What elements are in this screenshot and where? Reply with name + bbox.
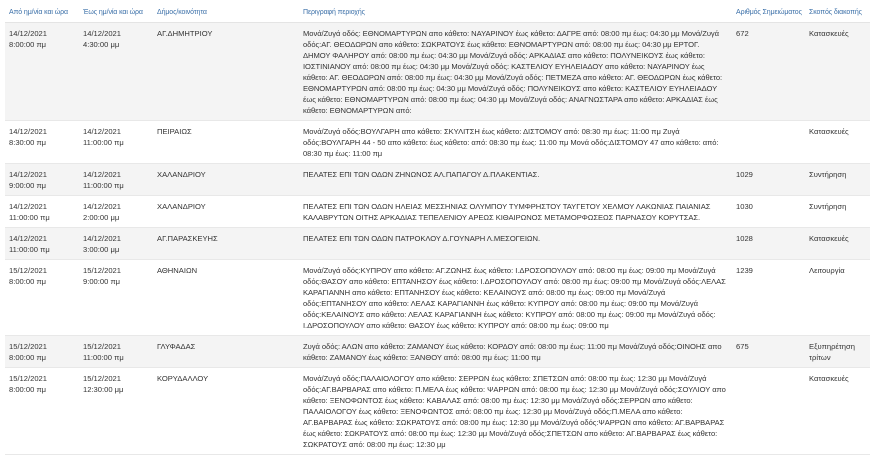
from-time: 11:00:00 πμ	[9, 245, 50, 254]
to-date: 14/12/2021	[83, 202, 122, 211]
cell-purpose: Κατασκευές	[805, 228, 870, 260]
cell-municipality: ΑΓ.ΠΑΡΑΣΚΕΥΗΣ	[153, 228, 299, 260]
from-date: 15/12/2021	[9, 266, 48, 275]
cell-from	[5, 228, 79, 260]
table-row	[5, 164, 870, 196]
column-header-note-number[interactable]: Αριθμός Σημειώματος	[732, 4, 805, 23]
from-time: 8:30:00 πμ	[9, 138, 47, 147]
cell-municipality: ΧΑΛΑΝΔΡΙΟΥ	[153, 164, 299, 196]
column-header-description[interactable]: Περιγραφή περιοχής	[299, 4, 732, 23]
cell-to	[79, 121, 153, 164]
cell-to	[79, 336, 153, 368]
column-header-to[interactable]: Έως ημ/νία και ώρα	[79, 4, 153, 23]
cell-note-number: 1239	[732, 260, 805, 336]
to-date: 15/12/2021	[83, 266, 122, 275]
cell-municipality: ΚΟΡΥΔΑΛΛΟΥ	[153, 368, 299, 455]
header-row	[5, 4, 870, 23]
cell-note-number	[732, 121, 805, 164]
table-row	[5, 228, 870, 260]
to-date: 15/12/2021	[83, 342, 122, 351]
cell-description: Μονά/Ζυγά οδός: ΕΘΝΟΜΑΡΤΥΡΩΝ απο κάθετο: ΝΑΥΑΡΙΝΟΥ έως κάθετο: ΔΑΓΡΕ από: 08:00 πμ έως: 04:30 μμ Μονά/Ζυγά οδός:ΑΓ. ΘΕΟΔΩΡΩΝ απο κάθετο: ΣΩΚΡΑΤΟΥΣ έως κάθετο: ΕΘΝΟΜΑΡΤΥΡΩΝ από: 08:00 πμ έως: 04:30 μμ ΕΡΤΟΓ. ΔΗΜΟΥ ΦΑΛΗΡΟΥ από: 08:00 πμ έως: 04:30 μμ Μονά/Ζυγά οδός: ΑΡΚΑΔΙΑΣ απο κάθετο: ΠΟΛΥΝΕΙΚΟΥΣ έως κάθετο: ΙΟΣΤΙΝΙΑΝΟΥ από: 08:00 πμ έως: 04:30 μμ Μονά/Ζυγά οδός: ΚΑΣΤΕΛΙΟΥ ΕΥΗΛΕΙΑΔΟΥ απο κάθετο: ΝΑΥΑΡΙΝΟΥ έως κάθετο: ΑΓ. ΘΕΟΔΩΡΩΝ από: 08:00 πμ έως: 04:30 μμ Μονά/Ζυγά οδός: ΠΕΤΜΕΖΑ απο κάθετο: ΑΓ. ΘΕΟΔΩΡΩΝ έως κάθετο: ΕΘΝΟΜΑΡΤΥΡΩΝ από: 08:00 πμ έως: 04:30 μμ Μονά/Ζυγά οδός: ΠΟΛΥΝΕΙΚΟΥΣ απο κάθετο: ΚΑΣΤΕΛΙΟΥ ΕΥΗΛΕΙΑΔΟΥ έως κάθετο: ΕΘΝΟΜΑΡΤΥΡΩΝ από: 08:00 πμ έως: 04:30 μμ Μονά/Ζυγά οδός: ΑΝΑΓΝΩΣΤΑΡΑ απο κάθετο: ΑΡΚΑΔΙΑΣ έως κάθετο: ΕΘΝΟΜΑΡΤΥΡΩΝ από:	[299, 23, 732, 121]
cell-description: ΠΕΛΑΤΕΣ ΕΠΙ ΤΩΝ ΟΔΩΝ ΠΑΤΡΟΚΛΟΥ Δ.ΓΟΥΝΑΡΗ Λ.ΜΕΣΟΓΕΙΩΝ.	[299, 228, 732, 260]
cell-purpose: Κατασκευές	[805, 23, 870, 121]
from-time: 8:00:00 πμ	[9, 385, 47, 394]
from-time: 8:00:00 πμ	[9, 277, 47, 286]
to-date: 15/12/2021	[83, 374, 122, 383]
cell-note-number: 1028	[732, 228, 805, 260]
table-row	[5, 336, 870, 368]
cell-to	[79, 164, 153, 196]
to-time: 11:00:00 πμ	[83, 181, 124, 190]
to-time: 9:00:00 πμ	[83, 277, 121, 286]
outage-table	[5, 4, 870, 455]
cell-municipality: ΓΛΥΦΑΔΑΣ	[153, 336, 299, 368]
cell-purpose: Κατασκευές	[805, 368, 870, 455]
cell-note-number: 1030	[732, 196, 805, 228]
to-time: 2:00:00 μμ	[83, 213, 120, 222]
to-time: 3:00:00 μμ	[83, 245, 120, 254]
cell-note-number: 675	[732, 336, 805, 368]
cell-from	[5, 196, 79, 228]
cell-note-number: 672	[732, 23, 805, 121]
cell-note-number	[732, 368, 805, 455]
to-date: 14/12/2021	[83, 234, 122, 243]
table-row	[5, 368, 870, 455]
cell-to	[79, 196, 153, 228]
to-time: 11:00:00 πμ	[83, 353, 124, 362]
cell-to	[79, 260, 153, 336]
cell-note-number: 1029	[732, 164, 805, 196]
cell-description: Μονά/Ζυγά οδός:ΒΟΥΛΓΑΡΗ απο κάθετο: ΣΚΥΛΙΤΣΗ έως κάθετο: ΔΙΣΤΟΜΟΥ από: 08:30 πμ έως: 11:00 πμ Ζυγά οδός:ΒΟΥΛΓΑΡΗ 44 - 50 απο κάθετο: έως κάθετο: από: 08:30 πμ έως: 11:00 πμ Μονά οδός:ΔΙΣΤΟΜΟΥ 47 απο κάθετο: από: 08:30 πμ έως: 11:00 πμ	[299, 121, 732, 164]
from-date: 14/12/2021	[9, 202, 48, 211]
cell-from	[5, 368, 79, 455]
table-row	[5, 260, 870, 336]
column-header-municipality[interactable]: Δήμος/κοινότητα	[153, 4, 299, 23]
from-time: 11:00:00 πμ	[9, 213, 50, 222]
table-body	[5, 23, 870, 455]
cell-purpose: Συντήρηση	[805, 196, 870, 228]
table-row	[5, 121, 870, 164]
cell-from	[5, 121, 79, 164]
cell-from	[5, 164, 79, 196]
from-date: 15/12/2021	[9, 342, 48, 351]
from-time: 9:00:00 πμ	[9, 181, 47, 190]
cell-from	[5, 23, 79, 121]
from-time: 8:00:00 πμ	[9, 353, 47, 362]
cell-municipality: ΑΓ.ΔΗΜΗΤΡΙΟΥ	[153, 23, 299, 121]
cell-to	[79, 23, 153, 121]
cell-purpose: Λειτουργία	[805, 260, 870, 336]
cell-purpose: Κατασκευές	[805, 121, 870, 164]
to-date: 14/12/2021	[83, 29, 122, 38]
column-header-from[interactable]: Από ημ/νία και ώρα	[5, 4, 79, 23]
cell-from	[5, 260, 79, 336]
from-date: 14/12/2021	[9, 29, 48, 38]
to-time: 11:00:00 πμ	[83, 138, 124, 147]
from-date: 14/12/2021	[9, 170, 48, 179]
cell-to	[79, 368, 153, 455]
cell-purpose: Εξυπηρέτηση τρίτων	[805, 336, 870, 368]
to-date: 14/12/2021	[83, 127, 122, 136]
cell-municipality: ΧΑΛΑΝΔΡΙΟΥ	[153, 196, 299, 228]
cell-description: Μονά/Ζυγά οδός:ΚΥΠΡΟΥ απο κάθετο: ΑΓ.ΖΩΝΗΣ έως κάθετο: Ι.ΔΡΟΣΟΠΟΥΛΟΥ από: 08:00 πμ έως: 09:00 πμ Μονά/Ζυγά οδός:ΘΑΣΟΥ απο κάθετο: ΕΠΤΑΝΗΣΟΥ έως κάθετο: Ι.ΔΡΟΣΟΠΟΥΛΟΥ από: 08:00 πμ έως: 09:00 πμ Μονά/Ζυγά οδός:ΛΕΛΑΣ ΚΑΡΑΓΙΑΝΝΗ απο κάθετο: ΕΠΤΑΝΗΣΟΥ έως κάθετο: ΚΕΛΑΙΝΟΥΣ από: 08:00 πμ έως: 09:00 πμ Μονά/Ζυγά οδός:ΕΠΤΑΝΗΣΟΥ απο κάθετο: ΛΕΛΑΣ ΚΑΡΑΓΙΑΝΝΗ έως κάθετο: ΚΥΠΡΟΥ από: 08:00 πμ έως: 09:00 πμ Μονά/Ζυγά οδός:ΚΕΛΑΙΝΟΥΣ απο κάθετο: ΛΕΛΑΣ ΚΑΡΑΓΙΑΝΝΗ έως κάθετο: ΚΥΠΡΟΥ από: 08:00 πμ έως: 09:00 πμ Μονά/Ζυγά οδός: Ι.ΔΡΟΣΟΠΟΥΛΟΥ απο κάθετο: ΘΑΣΟΥ έως κάθετο: ΚΥΠΡΟΥ από: 08:00 πμ έως: 09:00 πμ	[299, 260, 732, 336]
table-row	[5, 196, 870, 228]
to-time: 4:30:00 μμ	[83, 40, 120, 49]
from-date: 14/12/2021	[9, 234, 48, 243]
cell-municipality: ΑΘΗΝΑΙΩΝ	[153, 260, 299, 336]
table-header	[5, 4, 870, 23]
from-date: 15/12/2021	[9, 374, 48, 383]
cell-to	[79, 228, 153, 260]
from-time: 8:00:00 πμ	[9, 40, 47, 49]
cell-municipality: ΠΕΙΡΑΙΩΣ	[153, 121, 299, 164]
to-time: 12:30:00 μμ	[83, 385, 124, 394]
cell-description: ΠΕΛΑΤΕΣ ΕΠΙ ΤΩΝ ΟΔΩΝ ΖΗΝΩΝΟΣ ΑΛ.ΠΑΠΑΓΟΥ Δ.ΠΛΑΚΕΝΤΙΑΣ.	[299, 164, 732, 196]
cell-purpose: Συντήρηση	[805, 164, 870, 196]
table-row	[5, 23, 870, 121]
cell-description: ΠΕΛΑΤΕΣ ΕΠΙ ΤΩΝ ΟΔΩΝ ΗΛΕΙΑΣ ΜΕΣΣΗΝΙΑΣ ΟΛΥΜΠΟΥ ΤΥΜΦΡΗΣΤΟΥ ΤΑΥΓΕΤΟΥ ΧΕΛΜΟΥ ΛΑΚΩΝΙΑΣ ΠΑΙΑΝΙΑΣ ΚΑΛΑΒΡΥΤΩΝ ΟΙΤΗΣ ΑΡΚΑΔΙΑΣ ΤΕΠΕΛΕΝΙΟΥ ΑΡΕΩΣ ΚΙΘΑΙΡΩΝΟΣ ΜΕΤΑΜΟΡΦΩΣΕΩΣ ΠΑΡΝΑΣΟΥ ΚΟΡΥΤΣΑΣ.	[299, 196, 732, 228]
cell-from	[5, 336, 79, 368]
cell-description: Μονά/Ζυγά οδός:ΠΑΛΑΙΟΛΟΓΟΥ απο κάθετο: ΣΕΡΡΩΝ έως κάθετο: ΣΠΕΤΣΩΝ από: 08:00 πμ έως: 12:30 μμ Μονά/Ζυγά οδός:ΑΓ.ΒΑΡΒΑΡΑΣ απο κάθετο: Π.ΜΕΛΑ έως κάθετο: ΨΑΡΡΩΝ από: 08:00 πμ έως: 12:30 μμ Μονά/Ζυγά οδός:ΣΟΥΛΙΟΥ απο κάθετο: ΞΕΝΟΦΩΝΤΟΣ έως κάθετο: ΚΑΒΑΛΑΣ από: 08:00 πμ έως: 12:30 μμ Μονά/Ζυγά οδός:ΣΕΡΡΩΝ απο κάθετο: ΠΑΛΑΙΟΛΟΓΟΥ έως κάθετο: ΞΕΝΟΦΩΝΤΟΣ από: 08:00 πμ έως: 12:30 μμ Μονά/Ζυγά οδός:Π.ΜΕΛΑ απο κάθετο: ΑΓ.ΒΑΡΒΑΡΑΣ έως κάθετο: ΣΩΚΡΑΤΟΥΣ από: 08:00 πμ έως: 12:30 μμ Μονά/Ζυγά οδός:ΨΑΡΡΩΝ απο κάθετο: ΑΓ.ΒΑΡΒΑΡΑΣ έως κάθετο: ΣΩΚΡΑΤΟΥΣ από: 08:00 πμ έως: 12:30 μμ Μονά/Ζυγά οδός:ΣΠΕΤΣΩΝ απο κάθετο: ΑΓ.ΒΑΡΒΑΡΑΣ έως κάθετο: ΣΩΚΡΑΤΟΥΣ από: 08:00 πμ έως: 12:30 μμ	[299, 368, 732, 455]
cell-description: Ζυγά οδός: ΑΛΩΝ απο κάθετο: ΖΑΜΑΝΟΥ έως κάθετο: ΚΟΡΔΟΥ από: 08:00 πμ έως: 11:00 πμ Μονά/Ζυγά οδός:ΟΙΝΟΗΣ απο κάθετο: ΖΑΜΑΝΟΥ έως κάθετο: ΞΑΝΘΟΥ από: 08:00 πμ έως: 11:00 πμ	[299, 336, 732, 368]
column-header-purpose[interactable]: Σκοπός διακοπής	[805, 4, 870, 23]
from-date: 14/12/2021	[9, 127, 48, 136]
to-date: 14/12/2021	[83, 170, 122, 179]
